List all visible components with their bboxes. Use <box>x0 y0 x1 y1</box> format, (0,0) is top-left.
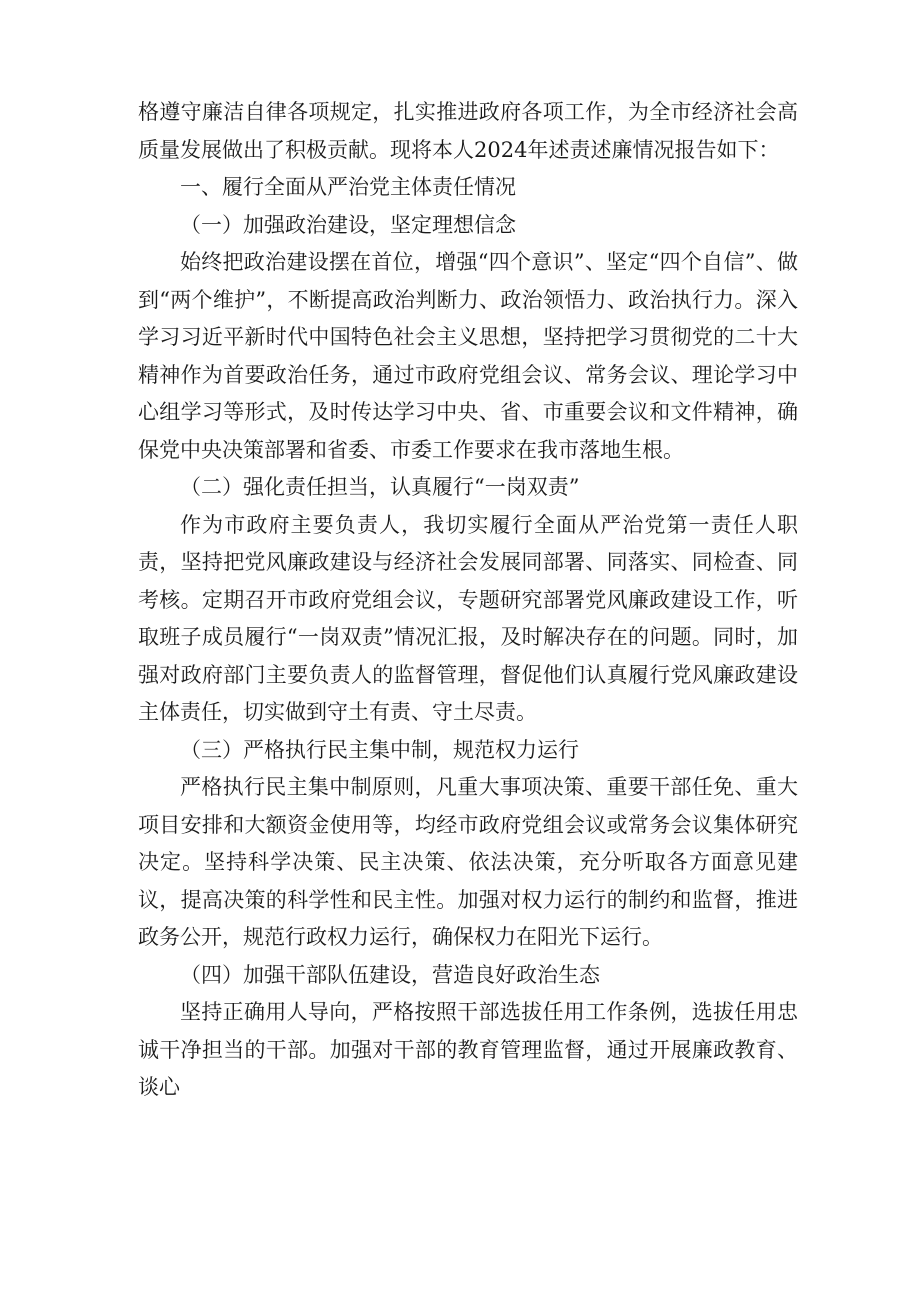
document-page <box>138 94 798 1107</box>
subsection-heading-3: （三）严格执行民主集中制，规范权力运行 <box>180 737 579 762</box>
section-heading-1: 一、履行全面从严治党主体责任情况 <box>180 175 516 199</box>
subsection-heading-4: （四）加强干部队伍建设，营造良好政治生态 <box>180 962 600 987</box>
paragraph-democratic-centralism: 严格执行民主集中制原则，凡重大事项决策、重要干部任免、重大项目安排和大额资金使用等，均经市政府党组会议或常务会议集体研究决定。坚持科学决策、民主决策、依法决策，充分听取各方面意见建议，提高决策的科学性和民主性。加强对权力运行的制约和监督，推进政务公开，规范行政权力运行，确保权力在阳光下运行。 <box>138 775 798 949</box>
paragraph-cadre-building: 坚持正确用人导向，严格按照干部选拔任用工作条例，选拔任用忠诚干净担当的干部。加强对干部的教育管理监督，通过开展廉政教育、谈心 <box>138 1000 798 1099</box>
paragraph-political-building: 始终把政治建设摆在首位，增强“四个意识”、坚定“四个自信”、做到“两个维护”，不断提高政治判断力、政治领悟力、政治执行力。深入学习习近平新时代中国特色社会主义思想，坚持把学习贯彻党的二十大精神作为首要政治任务，通过市政府党组会议、常务会议、理论学习中心组学习等形式，及时传达学习中央、省、市重要会议和文件精神，确保党中央决策部署和省委、市委工作要求在我市落地生根。 <box>138 250 798 462</box>
subsection-heading-1: （一）加强政治建设，坚定理想信念 <box>180 212 516 237</box>
intro-paragraph: 格遵守廉洁自律各项规定，扎实推进政府各项工作，为全市经济社会高质量发展做出了积极贡献。现将本人2024年述责述廉情况报告如下： <box>138 100 798 162</box>
paragraph-responsibility: 作为市政府主要负责人，我切实履行全面从严治党第一责任人职责，坚持把党风廉政建设与经济社会发展同部署、同落实、同检查、同考核。定期召开市政府党组会议，专题研究部署党风廉政建设工作，听取班子成员履行“一岗双责”情况汇报，及时解决存在的问题。同时，加强对政府部门主要负责人的监督管理，督促他们认真履行党风廉政建设主体责任，切实做到守土有责、守土尽责。 <box>138 512 798 724</box>
subsection-heading-2: （二）强化责任担当，认真履行“一岗双责” <box>180 475 580 499</box>
